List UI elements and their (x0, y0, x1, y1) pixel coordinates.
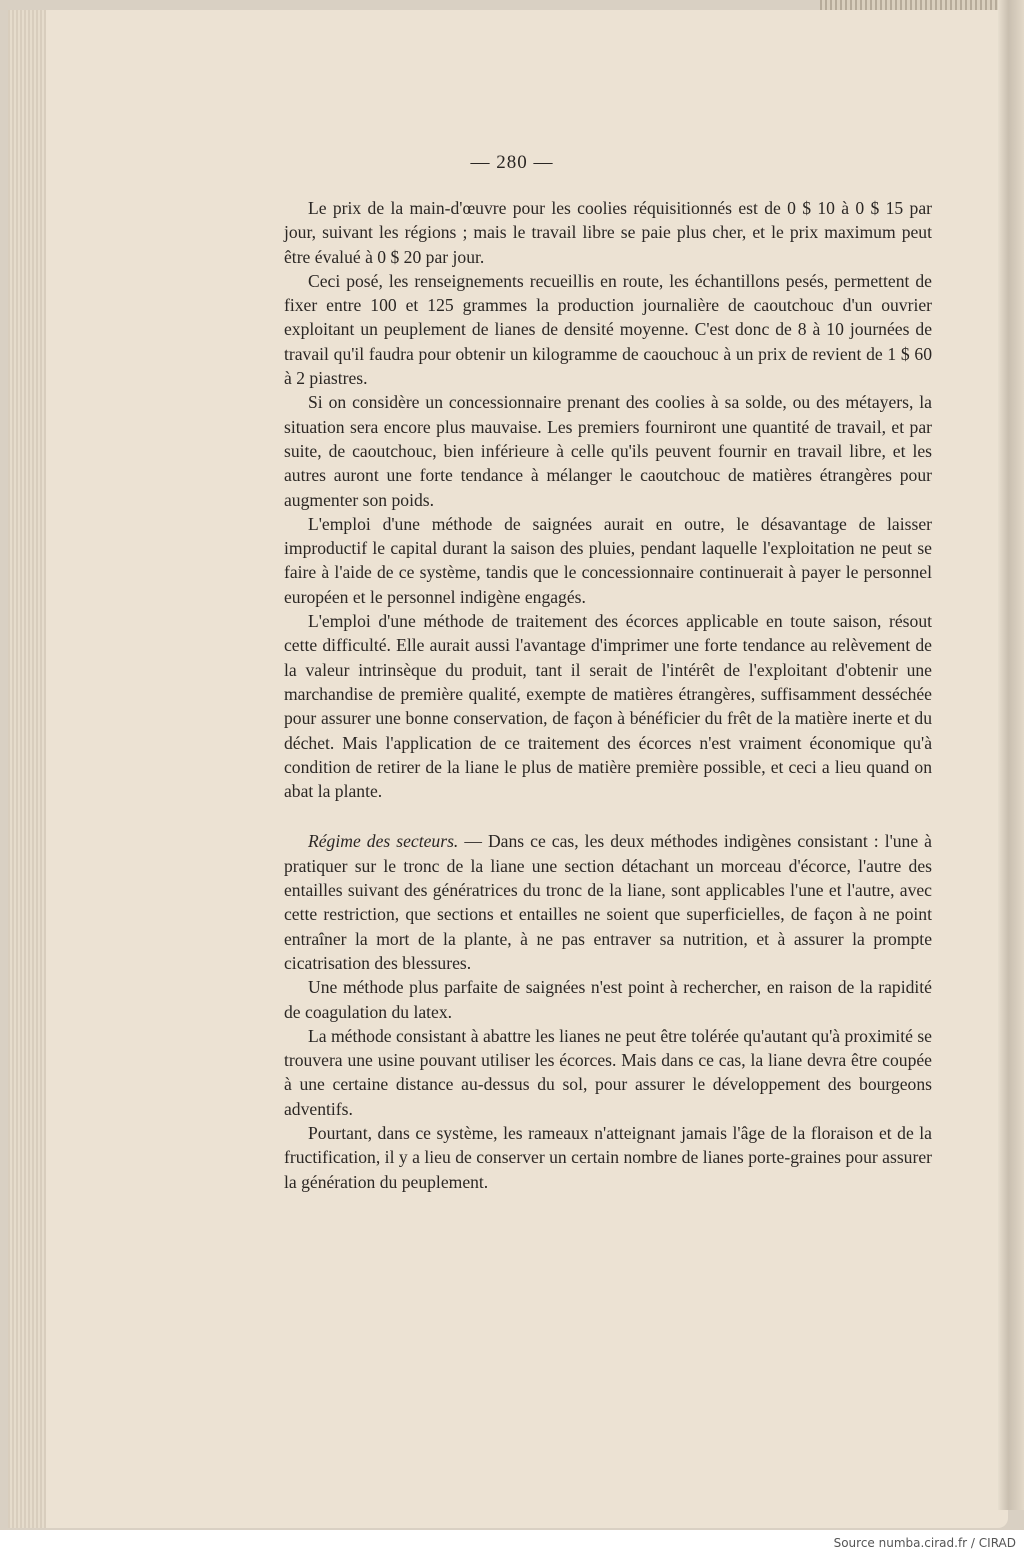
section-spacer (284, 803, 932, 829)
page-number: — 280 — (470, 152, 554, 173)
section-text: — Dans ce cas, les deux méthodes indigènes consistant : l'une à pratiquer sur le tronc de la liane une section détachant un morceau d'écorce, l'autre des entailles suivant des génératrices du tronc de la liane, sont applicables l'une et l'autre, avec cette restriction, que sections et entailles ne soient que superficielles, de façon à ne point entraîner la mort de la plante, à ne pas entraver sa nutrition, et à assurer la prompte cicatrisation des blessures. (284, 831, 932, 973)
paragraph: Une méthode plus parfaite de saignées n'est point à rechercher, en raison de la rapidité de coagulation du latex. (284, 977, 932, 1022)
section-title: Régime des secteurs. (308, 831, 459, 852)
paragraph: Pourtant, dans ce système, les rameaux n'atteignant jamais l'âge de la floraison et de la fructification, il y a lieu de conserver un certain nombre de lianes porte-graines pour assurer la génération du peuplement. (284, 1122, 932, 1192)
paragraph: L'emploi d'une méthode de saignées aurait en outre, le désavantage de laisser improductif le capital durant la saison des pluies, pendant laquelle l'exploitation ne peut se faire à l'aide de ce système, tandis que le concessionnaire continuerait à payer le personnel européen et le personnel indigène engagés. (284, 513, 932, 607)
paragraph: L'emploi d'une méthode de traitement des écorces applicable en toute saison, résout cette difficulté. Elle aurait aussi l'avantage d'imprimer une forte tendance au relèvement de la valeur intrinsèque du produit, tant il serait de l'intérêt de l'exploitant d'obtenir une marchandise de première qualité, exempte de matières étrangères, suffisamment desséchée pour assurer une bonne conservation, de façon à bénéficier du frêt de la matière inerte et du déchet. Mais l'application de ce traitement des écorces n'est vraiment économique qu'à condition de retirer de la liane le plus de matière première possible, et ceci a lieu quand on abat la plante. (284, 611, 932, 802)
section-paragraph (284, 829, 932, 975)
body-text (284, 196, 932, 1194)
page-edge (998, 0, 1024, 1510)
page-gutter (8, 10, 46, 1528)
paragraph: Ceci posé, les renseignements recueillis en route, les échantillons pesés, permettent de fixer entre 100 et 125 grammes la production journalière de caoutchouc d'un ouvrier exploitant un peuplement de lianes de densité moyenne. C'est donc de 8 à 10 journées de travail qu'il faudra pour obtenir un kilogramme de caouchouc à un prix de revient de 1 $ 60 à 2 piastres. (284, 270, 932, 389)
source-credit: Source numba.cirad.fr / CIRAD (833, 1536, 1016, 1550)
paragraph: La méthode consistant à abattre les lianes ne peut être tolérée qu'autant qu'à proximité se trouvera une usine pouvant utiliser les écorces. Mais dans ce cas, la liane devra être coupée à une certaine distance au-dessus du sol, pour assurer le développement des bourgeons adventifs. (284, 1025, 932, 1119)
paragraph: Si on considère un concessionnaire prenant des coolies à sa solde, ou des métayers, la situation sera encore plus mauvaise. Les premiers fourniront une quantité de travail, et par suite, de caoutchouc, bien inférieure à celle qu'ils peuvent fournir en travail libre, et les autres auront une forte tendance à mélanger le caoutchouc de matières étrangères pour augmenter son poids. (284, 392, 932, 510)
paragraph: Le prix de la main-d'œuvre pour les coolies réquisitionnés est de 0 $ 10 à 0 $ 15 par jour, suivant les régions ; mais le travail libre se paie plus cher, et le prix maximum peut être évalué à 0 $ 20 par jour. (284, 198, 932, 267)
